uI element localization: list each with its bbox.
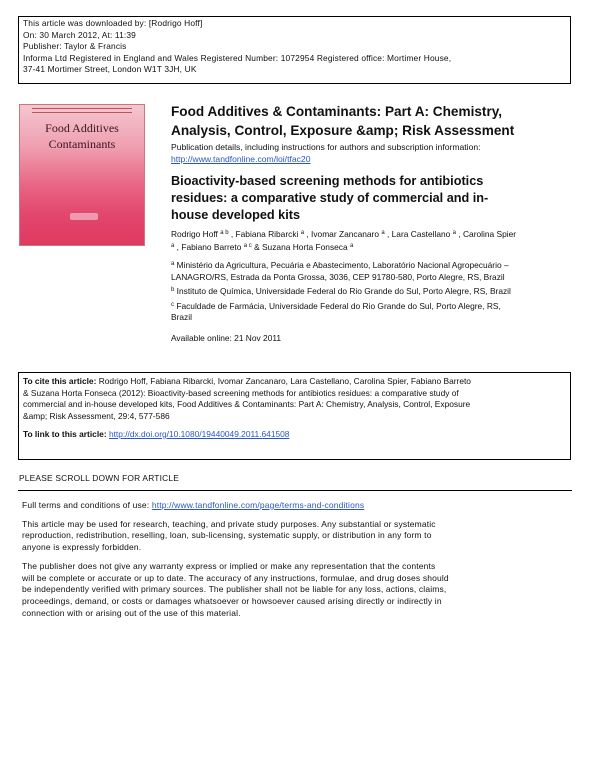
doi-link[interactable]: http://dx.doi.org/10.1080/19440049.2011.641508 (108, 428, 290, 439)
article-title (171, 173, 576, 224)
article-title-line3: house developed kits (171, 208, 301, 222)
citation-box (18, 372, 571, 460)
citation-text: &amp; Risk Assessment, 29:4, 577-586 (23, 411, 170, 422)
author-affil-sup: a c (243, 243, 252, 249)
affiliation-sup: a (171, 261, 175, 267)
terms-section (22, 500, 577, 626)
link-label: To link to this article: (23, 428, 107, 439)
journal-title-line2: Analysis, Control, Exposure &amp; Risk Assessment (171, 122, 515, 138)
usage-paragraph (22, 519, 577, 554)
article-title-line2: residues: a comparative study of commercial and in- (171, 191, 489, 205)
cover-title-line1: Food Additives (45, 121, 119, 135)
usage-line: reproduction, redistribution, reselling, loan, sub-licensing, systematic supply, or distribution in any form to (22, 530, 432, 541)
affiliation-text: Instituto de Química, Universidade Federal do Rio Grande do Sul, Porto Alegre, RS, Brazil (176, 286, 511, 297)
divider (18, 490, 572, 491)
author-name: Rodrigo Hoff (171, 229, 218, 239)
download-line: This article was downloaded by: [Rodrigo Hoff] (23, 18, 203, 28)
scroll-notice: PLEASE SCROLL DOWN FOR ARTICLE (19, 473, 180, 483)
journal-cover-image (19, 104, 145, 246)
affiliation-a (171, 260, 581, 283)
address-line: 37-41 Mortimer Street, London W1T 3JH, UK (23, 64, 197, 75)
affiliation-c (171, 301, 581, 324)
author-name: , Fabiana Ribarcki (230, 229, 299, 239)
citation-text: & Suzana Horta Fonseca (2012): Bioactivity-based screening methods for antibiotics residues: a comparative study of (23, 387, 459, 398)
disclaimer-line: The publisher does not give any warranty express or implied or make any representation that the contents (22, 560, 436, 571)
author-affil-sup: a b (220, 230, 229, 236)
affiliation-b (171, 286, 581, 298)
usage-line: This article may be used for research, teaching, and private study purposes. Any substantial or systematic (22, 518, 436, 529)
author-name: & Suzana Horta Fonseca (254, 242, 348, 252)
author-name: , Fabiano Barreto (176, 242, 242, 252)
author-affil-sup: a (349, 243, 354, 249)
author-affil-sup: a (381, 230, 385, 236)
usage-line: anyone is expressly forbidden. (22, 542, 142, 553)
author-affil-sup: a (300, 230, 305, 236)
publication-details-text: Publication details, including instructions for authors and subscription information: (171, 142, 481, 152)
author-name: , Carolina Spier (458, 229, 517, 239)
citation-text: commercial and in-house developed kits, Food Additives & Contaminants: Part A: Chemistry, Analysis, Control, Exposure (23, 399, 471, 410)
publisher-line: Publisher: Taylor & Francis (23, 41, 127, 52)
affiliations (171, 260, 581, 327)
publication-details (171, 142, 576, 165)
author-affil-sup: a (452, 230, 456, 236)
cite-label: To cite this article: (23, 376, 97, 386)
disclaimer-line: connection with or arising out of the use of this material. (22, 607, 241, 618)
disclaimer-line: will be complete or accurate or up to date. The accuracy of any instructions, formulae, and drug doses should (22, 572, 449, 583)
author-affil-sup: a (171, 243, 175, 249)
author-name: , Lara Castellano (387, 229, 451, 239)
disclaimer-paragraph (22, 561, 577, 620)
disclaimer-line: be independently verified with primary sources. The publisher shall not be liable for any loss, actions, claims, (22, 584, 447, 595)
affiliation-text: Faculdade de Farmácia, Universidade Federal do Rio Grande do Sul, Porto Alegre, RS, (176, 300, 501, 311)
disclaimer-line: proceedings, demand, or costs or damages whatsoever or howsoever caused arising directly or indirectly in (22, 595, 442, 606)
article-title-line1: Bioactivity-based screening methods for antibiotics (171, 174, 484, 188)
journal-title (171, 103, 576, 140)
affiliation-text: LANAGRO/RS, Estrada da Ponta Grossa, 3036, CEP 91780-580, Porto Alegre, RS, Brazil (171, 271, 505, 282)
author-list (171, 228, 581, 254)
download-info-box (18, 16, 571, 84)
author-name: , Ivomar Zancanaro (306, 229, 379, 239)
available-online-date: Available online: 21 Nov 2011 (171, 333, 282, 343)
affiliation-sup: b (171, 287, 175, 294)
registration-line: Informa Ltd Registered in England and Wales Registered Number: 1072954 Registered office: Mortimer House, (23, 52, 452, 63)
affiliation-text: Ministério da Agricultura, Pecuária e Abastecimento, Laboratório Nacional Agropecuário – (176, 260, 509, 270)
affiliation-sup: c (171, 301, 174, 308)
download-date-line: On: 30 March 2012, At: 11:39 (23, 29, 136, 40)
publisher-logo-icon (70, 213, 98, 220)
cover-top-rule (32, 108, 132, 113)
terms-link[interactable]: http://www.tandfonline.com/page/terms-and-conditions (151, 500, 365, 510)
citation-text: Rodrigo Hoff, Fabiana Ribarcki, Ivomar Zancanaro, Lara Castellano, Carolina Spier, Fabiano Barreto (98, 376, 471, 386)
journal-title-line1: Food Additives & Contaminants: Part A: Chemistry, (171, 104, 503, 119)
cover-title-line2: Contaminants (48, 137, 116, 151)
journal-url-link[interactable]: http://www.tandfonline.com/loi/tfac20 (171, 153, 311, 164)
affiliation-text: Brazil (171, 312, 192, 323)
terms-label: Full terms and conditions of use: (22, 500, 150, 510)
